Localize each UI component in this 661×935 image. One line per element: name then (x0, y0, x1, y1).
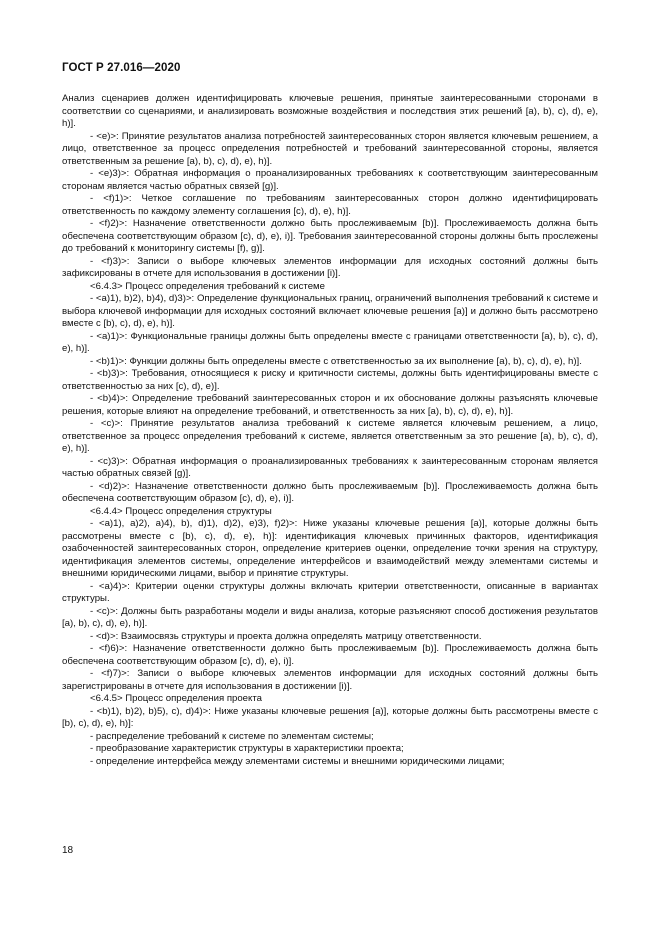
document-body (62, 93, 598, 768)
paragraph: - <a)1), a)2), a)4), b), d)1), d)2), e)3), f)2)>: Ниже указаны ключевые решения [a)], которые должны быть рассмотрены вместе с [b), c), d), e), h)]: идентификация ключевых причинных факторов, идентификация озабоченностей заинтересованных сторон, определение критериев оценки, определение точки зрения на структуру, идентификация элементов системы, определение интерфейсов и взаимодействий между элементами системы и внешними юридическими лицами, выбор и принятие структуры. (62, 518, 598, 579)
document-header: ГОСТ Р 27.016—2020 (62, 62, 181, 74)
paragraph: - <e)3)>: Обратная информация о проанализированных требованиях к соответствующим заинтересованным сторонам является частью обратных связей [g)]. (62, 168, 598, 192)
paragraph: - <c)>: Должны быть разработаны модели и виды анализа, которые разъясняют способ достижения результатов [a), b), c), d), e), h)]. (62, 605, 598, 629)
section-heading: <6.4.3> Процесс определения требований к системе (90, 280, 325, 292)
list-item: - преобразование характеристик структуры в характеристики проекта; (90, 743, 404, 754)
list-item: - распределение требований к системе по элементам системы; (90, 730, 374, 742)
paragraph: - <c)3)>: Обратная информация о проанализированных требованиях к заинтересованным сторонам является частью обратных связей [g)]. (62, 455, 598, 479)
section-heading: <6.4.5> Процесс определения проекта (90, 693, 262, 704)
paragraph: - <d)>: Взаимосвязь структуры и проекта должна определять матрицу ответственности. (90, 630, 482, 642)
paragraph: - <b)1), b)2), b)5), c), d)4)>: Ниже указаны ключевые решения [a)], которые должны быть рассмотрены вместе с [b), c), d), e), h)]: (62, 705, 598, 729)
paragraph: - <f)1)>: Четкое соглашение по требованиям заинтересованных сторон должно идентифицировать ответственность по каждому элементу соглашения [c), d), e), h)]. (62, 193, 598, 217)
paragraph: - <a)1)>: Функциональные границы должны быть определены вместе с границами ответственности [a), b), c), d), e), h)]. (62, 330, 598, 354)
paragraph: Анализ сценариев должен идентифицировать ключевые решения, принятые заинтересованными сторонами в соответствии со сценариями, и анализировать возможные воздействия и последствия этих решений [a), b), c), d), e), h)]. (62, 93, 598, 129)
section-heading: <6.4.4> Процесс определения структуры (90, 505, 272, 517)
paragraph: - <b)1)>: Функции должны быть определены вместе с ответственностью за их выполнение [a), b), c), d), e), h)]. (90, 355, 582, 367)
paragraph: - <b)4)>: Определение требований заинтересованных сторон и их обоснование должны разъяснять ключевые решения, которые влияют на определение требований, и ответственность за них [a), b), c), d), e), h)]. (62, 393, 598, 417)
paragraph: - <c)>: Принятие результатов анализа требований к системе является ключевым решением, а лицо, ответственное за процесс определения требований к системе, является ответственным за это решение [a), b), c), d), e), h)]. (62, 418, 598, 454)
list-item: - определение интерфейса между элементами системы и внешними юридическими лицами; (90, 755, 505, 767)
page-number: 18 (62, 845, 74, 856)
paragraph: - <f)2)>: Назначение ответственности должно быть прослеживаемым [b)]. Прослеживаемость должна быть обеспечена соответствующим образом [c), d), e), i)]. Требования заинтересованной стороны должны быть прослежены до требований к мониторингу системы [f), g)]. (62, 218, 598, 254)
paragraph: - <f)6)>: Назначение ответственности должно быть прослеживаемым [b)]. Прослеживаемость должна быть обеспечена соответствующим образом [c), d), e), i)]. (62, 643, 598, 667)
paragraph: - <f)7)>: Записи о выборе ключевых элементов информации для исходных состояний должны быть зарегистрированы в отчете для использования в достижении [i)]. (62, 668, 598, 692)
paragraph: - <f)3)>: Записи о выборе ключевых элементов информации для исходных состояний должны быть зафиксированы в отчете для использования в достижении [i)]. (62, 255, 598, 279)
paragraph: - <d)2)>: Назначение ответственности должно быть прослеживаемым [b)]. Прослеживаемость должна быть обеспечена соответствующим образом [c), d), e), i)]. (62, 480, 598, 504)
paragraph: - <a)4)>: Критерии оценки структуры должны включать критерии ответственности, описанные в вариантах структуры. (62, 580, 598, 604)
paragraph: - <a)1), b)2), b)4), d)3)>: Определение функциональных границ, ограничений выполнения требований к системе и выбора ключевой информации для исходных состояний включает ключевые решения [a)] и должно быть рассмотрено вместе с [b), c), d), e), h)]. (62, 293, 598, 329)
paragraph: - <b)3)>: Требования, относящиеся к риску и критичности системы, должны быть идентифицированы вместе с ответственностью за них [c), d), e)]. (62, 368, 598, 392)
paragraph: - <e)>: Принятие результатов анализа потребностей заинтересованных сторон является ключевым решением, а лицо, ответственное за процесс определения потребностей и требований заинтересованной стороны, является ответственным за решение [a), b), c), d), e), h)]. (62, 130, 598, 167)
